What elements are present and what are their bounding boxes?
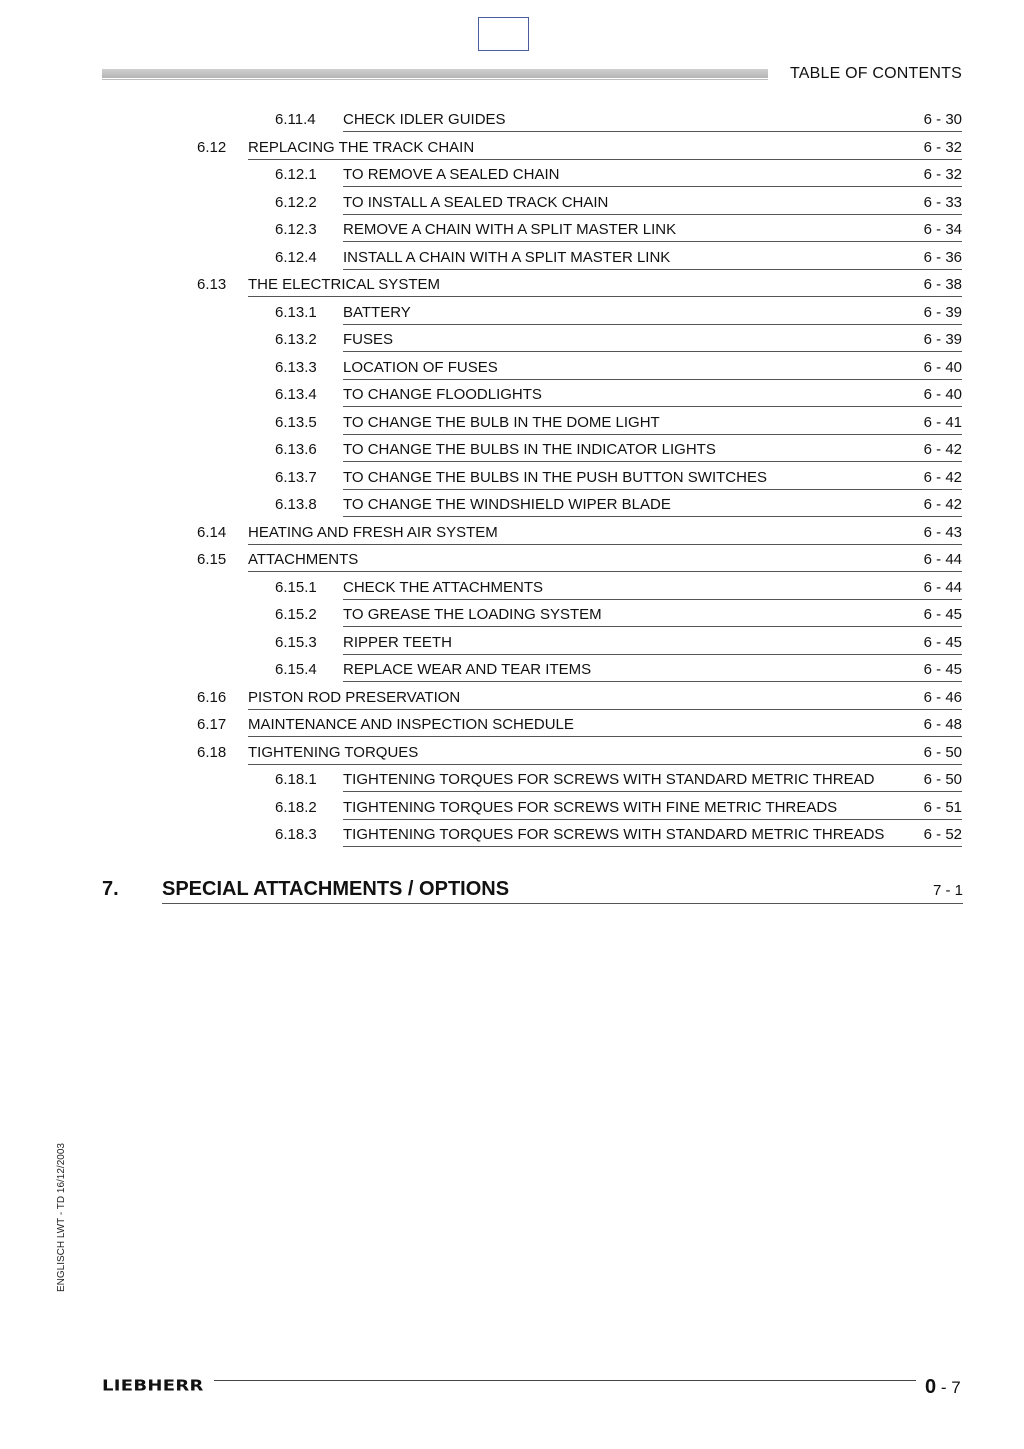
chapter-underline [162, 878, 963, 904]
toc-entry-underline [343, 298, 962, 325]
toc-entry-title: TO GREASE THE LOADING SYSTEM [343, 606, 602, 623]
toc-entry-number: 6.15.1 [275, 579, 317, 596]
toc-entry-number: 6.18.2 [275, 799, 317, 816]
toc-entry-underline [343, 765, 962, 792]
document-reference-note: ENGLISCH LWT - TD 16/12/2003 [56, 1143, 67, 1292]
toc-entry-page: 6 - 44 [923, 579, 962, 596]
toc-entry-title: TIGHTENING TORQUES [248, 744, 419, 761]
toc-entry-underline [343, 160, 962, 187]
toc-entry-underline [343, 380, 962, 407]
toc-entry-page: 6 - 44 [923, 551, 962, 568]
toc-entry[interactable] [275, 353, 962, 380]
toc-entry-underline [248, 518, 962, 545]
toc-entry-title: CHECK THE ATTACHMENTS [343, 579, 544, 596]
toc-entry-page: 6 - 43 [923, 524, 962, 541]
toc-entry-underline [343, 600, 962, 627]
toc-entry[interactable] [197, 710, 962, 737]
toc-entry-underline [343, 820, 962, 847]
toc-entry[interactable] [275, 573, 962, 600]
toc-entry-number: 6.15 [197, 551, 227, 568]
liebherr-logo: LIEBHERR [102, 1377, 204, 1395]
toc-entry[interactable] [197, 683, 962, 710]
toc-entry[interactable] [275, 793, 962, 820]
toc-entry-number: 6.13.8 [275, 496, 317, 513]
toc-entry-number: 6.17 [197, 716, 227, 733]
toc-entry-underline [248, 738, 962, 765]
toc-entry-title: TO CHANGE FLOODLIGHTS [343, 386, 542, 403]
toc-entry-number: 6.12.1 [275, 166, 317, 183]
chapter-heading[interactable] [102, 878, 963, 904]
toc-entry-title: REPLACING THE TRACK CHAIN [248, 139, 475, 156]
toc-entry[interactable] [275, 243, 962, 270]
toc-entry[interactable] [275, 463, 962, 490]
toc-entry-page: 6 - 32 [923, 139, 962, 156]
toc-entry-page: 6 - 42 [923, 441, 962, 458]
toc-entry-page: 6 - 39 [923, 331, 962, 348]
toc-entry[interactable] [197, 133, 962, 160]
toc-entry-underline [343, 105, 962, 132]
toc-entry[interactable] [275, 105, 962, 132]
page-title: TABLE OF CONTENTS [789, 65, 962, 82]
toc-entry-number: 6.13.3 [275, 359, 317, 376]
toc-entry-page: 6 - 41 [923, 414, 962, 431]
toc-entry[interactable] [275, 490, 962, 517]
toc-entry-page: 6 - 36 [923, 249, 962, 266]
toc-entry-number: 6.15.2 [275, 606, 317, 623]
toc-entry-number: 6.16 [197, 689, 227, 706]
toc-entry-title: REMOVE A CHAIN WITH A SPLIT MASTER LINK [343, 221, 677, 238]
toc-entry-page: 6 - 51 [923, 799, 962, 816]
toc-entry-title: HEATING AND FRESH AIR SYSTEM [248, 524, 498, 541]
toc-entry-title: THE ELECTRICAL SYSTEM [248, 276, 440, 293]
toc-entry-underline [343, 490, 962, 517]
toc-entry-number: 6.13.1 [275, 304, 317, 321]
toc-entry-page: 6 - 32 [923, 166, 962, 183]
toc-entry[interactable] [275, 820, 962, 847]
toc-entry-number: 6.13.4 [275, 386, 317, 403]
toc-entry-underline [248, 710, 962, 737]
toc-entry-title: TIGHTENING TORQUES FOR SCREWS WITH STANDARD METRIC THREAD [343, 771, 875, 788]
toc-entry-underline [248, 683, 962, 710]
toc-entry[interactable] [197, 270, 962, 297]
toc-entry-number: 6.18.3 [275, 826, 317, 843]
toc-entry-title: PISTON ROD PRESERVATION [248, 689, 461, 706]
toc-entry-title: FUSES [343, 331, 394, 348]
toc-entry-number: 6.18.1 [275, 771, 317, 788]
toc-entry-underline [248, 133, 962, 160]
toc-entry-title: MAINTENANCE AND INSPECTION SCHEDULE [248, 716, 574, 733]
toc-entry-number: 6.15.4 [275, 661, 317, 678]
toc-entry-underline [248, 270, 962, 297]
toc-entry-title: RIPPER TEETH [343, 634, 452, 651]
toc-entry-page: 6 - 45 [923, 661, 962, 678]
page-number-chapter: 0 [925, 1376, 937, 1398]
toc-entry-title: TO CHANGE THE BULBS IN THE INDICATOR LIGHTS [343, 441, 716, 458]
chapter-title: SPECIAL ATTACHMENTS / OPTIONS [162, 878, 510, 900]
toc-entry-title: INSTALL A CHAIN WITH A SPLIT MASTER LINK [343, 249, 671, 266]
toc-entry-underline [343, 628, 962, 655]
toc-entry-underline [343, 793, 962, 820]
toc-entry-underline [343, 408, 962, 435]
toc-entry-page: 6 - 38 [923, 276, 962, 293]
toc-entry-title: TIGHTENING TORQUES FOR SCREWS WITH STANDARD METRIC THREADS [343, 826, 885, 843]
toc-entry-title: TO CHANGE THE BULB IN THE DOME LIGHT [343, 414, 660, 431]
toc-entry[interactable] [275, 435, 962, 462]
toc-entry-page: 6 - 40 [923, 359, 962, 376]
toc-entry-page: 6 - 39 [923, 304, 962, 321]
toc-entry[interactable] [275, 325, 962, 352]
toc-entry-page: 6 - 42 [923, 496, 962, 513]
toc-entry-number: 6.12 [197, 139, 227, 156]
toc-entry-title: LOCATION OF FUSES [343, 359, 498, 376]
toc-entry[interactable] [275, 628, 962, 655]
chapter-number: 7. [102, 878, 119, 900]
toc-entry-underline [343, 655, 962, 682]
toc-entry-underline [248, 545, 962, 572]
toc-entry-title: TO CHANGE THE WINDSHIELD WIPER BLADE [343, 496, 671, 513]
toc-entry-page: 6 - 45 [923, 606, 962, 623]
toc-entry[interactable] [275, 188, 962, 215]
toc-entry-page: 6 - 45 [923, 634, 962, 651]
toc-entry-number: 6.11.4 [275, 111, 316, 128]
toc-entry-underline [343, 463, 962, 490]
toc-entry[interactable] [275, 160, 962, 187]
toc-entry-page: 6 - 50 [923, 744, 962, 761]
toc-entry-number: 6.13.5 [275, 414, 317, 431]
toc-entry-number: 6.12.3 [275, 221, 317, 238]
toc-entry[interactable] [275, 600, 962, 627]
toc-entry[interactable] [275, 298, 962, 325]
toc-entry-underline [343, 325, 962, 352]
toc-entry-number: 6.14 [197, 524, 227, 541]
toc-entry-number: 6.13.7 [275, 469, 317, 486]
toc-entry-title: TO CHANGE THE BULBS IN THE PUSH BUTTON SWITCHES [343, 469, 767, 486]
toc-entry-page: 6 - 30 [923, 111, 962, 128]
toc-entry[interactable] [275, 215, 962, 242]
toc-entry[interactable] [275, 765, 962, 792]
toc-entry-title: REPLACE WEAR AND TEAR ITEMS [343, 661, 592, 678]
toc-entry-number: 6.13.6 [275, 441, 317, 458]
toc-entry-page: 6 - 52 [923, 826, 962, 843]
toc-entry-number: 6.12.2 [275, 194, 317, 211]
toc-entry-page: 6 - 34 [923, 221, 962, 238]
toc-entry-underline [343, 435, 962, 462]
toc-entry-page: 6 - 42 [923, 469, 962, 486]
toc-entry-number: 6.13.2 [275, 331, 317, 348]
toc-entry-title: CHECK IDLER GUIDES [343, 111, 506, 128]
toc-entry[interactable] [197, 738, 962, 765]
page-number [925, 1376, 961, 1399]
header-rule [102, 69, 768, 78]
toc-entry-number: 6.18 [197, 744, 227, 761]
page-number-page: - 7 [936, 1378, 961, 1397]
toc-entry-title: TO INSTALL A SEALED TRACK CHAIN [343, 194, 609, 211]
toc-entry-number: 6.13 [197, 276, 227, 293]
toc-entry[interactable] [275, 655, 962, 682]
toc-entry-title: ATTACHMENTS [248, 551, 359, 568]
toc-entry[interactable] [275, 408, 962, 435]
chapter-page: 7 - 1 [932, 882, 963, 899]
toc-entry-page: 6 - 40 [923, 386, 962, 403]
header-frame-box [478, 17, 529, 51]
footer-rule [214, 1380, 916, 1381]
toc-entry-underline [343, 215, 962, 242]
toc-entry[interactable] [197, 518, 962, 545]
toc-entry-page: 6 - 46 [923, 689, 962, 706]
toc-entry-page: 6 - 48 [923, 716, 962, 733]
toc-entry-underline [343, 188, 962, 215]
toc-entry-title: TO REMOVE A SEALED CHAIN [343, 166, 560, 183]
toc-entry-underline [343, 243, 962, 270]
toc-entry-page: 6 - 50 [923, 771, 962, 788]
toc-entry-underline [343, 573, 962, 600]
toc-entry[interactable] [197, 545, 962, 572]
toc-entry-title: BATTERY [343, 304, 411, 321]
toc-entry-page: 6 - 33 [923, 194, 962, 211]
toc-entry[interactable] [275, 380, 962, 407]
toc-entry-number: 6.12.4 [275, 249, 317, 266]
toc-entry-number: 6.15.3 [275, 634, 317, 651]
toc-entry-title: TIGHTENING TORQUES FOR SCREWS WITH FINE METRIC THREADS [343, 799, 838, 816]
toc-entry-underline [343, 353, 962, 380]
